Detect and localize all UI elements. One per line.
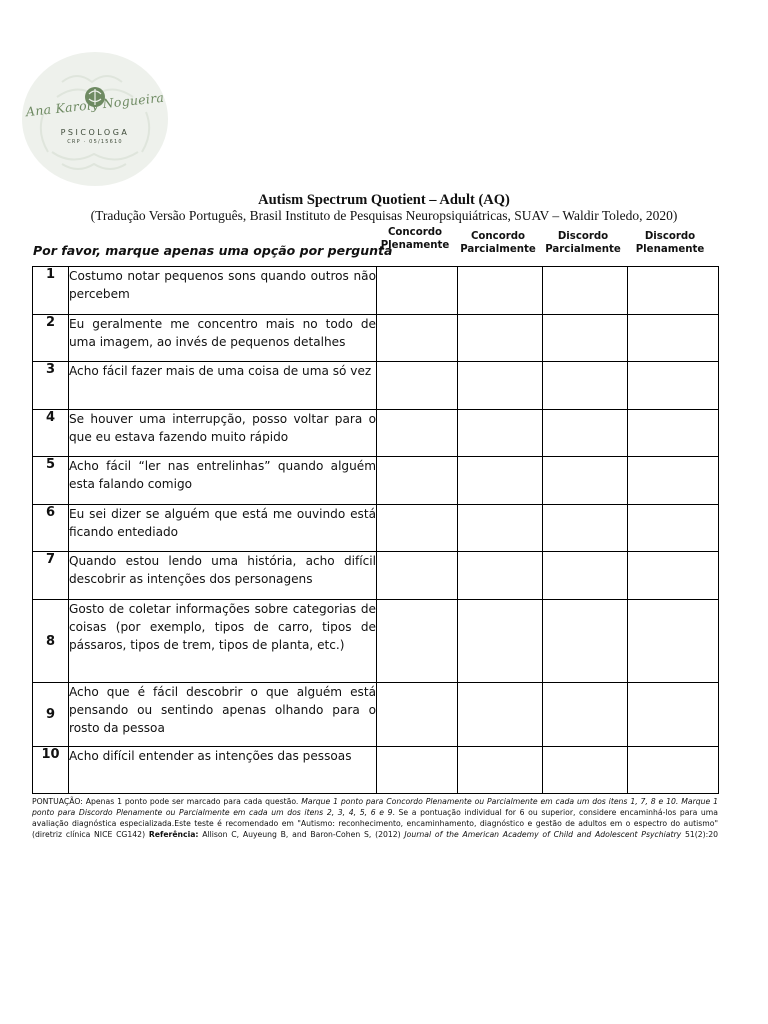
answer-cell-discordo-plenamente[interactable] xyxy=(628,552,719,600)
question-row xyxy=(33,600,719,683)
question-number: 3 xyxy=(33,362,69,410)
answer-cell-concordo-plenamente[interactable] xyxy=(377,747,458,794)
psychologist-logo xyxy=(22,52,168,186)
leaf-ornament-icon xyxy=(22,52,168,186)
answer-cell-concordo-parcialmente[interactable] xyxy=(458,505,543,552)
answer-cell-discordo-plenamente[interactable] xyxy=(628,747,719,794)
answer-cell-discordo-parcialmente[interactable] xyxy=(543,600,628,683)
answer-cell-concordo-plenamente[interactable] xyxy=(377,267,458,315)
document-title: Autism Spectrum Quotient – Adult (AQ) xyxy=(258,192,510,208)
question-text: Gosto de coletar informações sobre categorias de coisas (por exemplo, tipos de carro, tipos de pássaros, tipos de trem, tipos de planta, etc.) xyxy=(69,600,377,683)
question-row xyxy=(33,505,719,552)
answer-cell-discordo-parcialmente[interactable] xyxy=(543,747,628,794)
scoring-recommendation: . Se a pontuação individual for 6 ou superior, considere encaminhá-los para uma avaliação diagnóstica especializada.Este teste é recomendado em "Autismo: reconhecimento, encaminhamento, diagnóstico e gestão de adultos em o espectro do autismo" (diretriz clínica NICE CG142) xyxy=(32,808,718,839)
column-header-line2: Plenamente xyxy=(380,240,450,251)
answer-cell-discordo-plenamente[interactable] xyxy=(628,362,719,410)
question-row xyxy=(33,457,719,505)
answer-cell-concordo-parcialmente[interactable] xyxy=(458,362,543,410)
answer-cell-discordo-plenamente[interactable] xyxy=(628,683,719,747)
question-text: Eu geralmente me concentro mais no todo de uma imagem, ao invés de pequenos detalhes xyxy=(69,315,377,362)
answer-cell-concordo-parcialmente[interactable] xyxy=(458,457,543,505)
answer-cell-concordo-plenamente[interactable] xyxy=(377,315,458,362)
document-subtitle: (Tradução Versão Português, Brasil Instituto de Pesquisas Neuropsiquiátricas, SUAV – Waldir Toledo, 2020) xyxy=(90,208,678,223)
question-text: Acho fácil “ler nas entrelinhas” quando alguém esta falando comigo xyxy=(69,457,377,505)
question-row xyxy=(33,552,719,600)
column-header-line2: Parcialmente xyxy=(545,244,621,255)
column-header-line1: Concordo xyxy=(387,227,443,238)
question-number: 4 xyxy=(33,410,69,457)
question-row xyxy=(33,410,719,457)
question-row xyxy=(33,267,719,315)
answer-cell-concordo-plenamente[interactable] xyxy=(377,552,458,600)
answer-cell-discordo-parcialmente[interactable] xyxy=(543,410,628,457)
question-text: Eu sei dizer se alguém que está me ouvindo está ficando entediado xyxy=(69,505,377,552)
questionnaire-table xyxy=(32,266,719,794)
column-header-concordo-plenamente xyxy=(376,226,454,252)
reference-volume: 51(2):20 xyxy=(681,830,718,839)
column-header-concordo-parcialmente xyxy=(457,230,539,256)
question-row xyxy=(33,315,719,362)
question-row xyxy=(33,747,719,794)
answer-cell-concordo-plenamente[interactable] xyxy=(377,410,458,457)
answer-cell-concordo-parcialmente[interactable] xyxy=(458,683,543,747)
scoring-intro: PONTUAÇÃO: Apenas 1 ponto pode ser marcado para cada questão. xyxy=(32,797,302,806)
question-row xyxy=(33,683,719,747)
answer-cell-concordo-parcialmente[interactable] xyxy=(458,552,543,600)
answer-cell-discordo-plenamente[interactable] xyxy=(628,410,719,457)
column-header-line1: Concordo xyxy=(470,231,526,242)
column-header-line1: Discordo xyxy=(644,231,696,242)
reference-label: Referência: xyxy=(148,830,199,839)
question-text: Acho que é fácil descobrir o que alguém está pensando ou sentindo apenas olhando para o rosto da pessoa xyxy=(69,683,377,747)
answer-cell-concordo-plenamente[interactable] xyxy=(377,683,458,747)
logo-profession: PSICOLOGA xyxy=(60,128,130,137)
question-row xyxy=(33,362,719,410)
instruction-text: Por favor, marque apenas uma opção por pergunta xyxy=(33,243,393,258)
answer-cell-concordo-plenamente[interactable] xyxy=(377,600,458,683)
answer-cell-discordo-plenamente[interactable] xyxy=(628,267,719,315)
answer-cell-discordo-parcialmente[interactable] xyxy=(543,362,628,410)
answer-cell-concordo-parcialmente[interactable] xyxy=(458,747,543,794)
question-number: 5 xyxy=(33,457,69,505)
answer-cell-concordo-parcialmente[interactable] xyxy=(458,410,543,457)
reference-journal: Journal of the American Academy of Child and Adolescent Psychiatry xyxy=(404,830,682,839)
scoring-footnote xyxy=(32,796,718,840)
answer-cell-concordo-parcialmente[interactable] xyxy=(458,600,543,683)
question-number: 2 xyxy=(33,315,69,362)
answer-cell-discordo-parcialmente[interactable] xyxy=(543,267,628,315)
answer-cell-discordo-plenamente[interactable] xyxy=(628,315,719,362)
question-number: 10 xyxy=(33,747,69,794)
scoring-rules: Marque 1 ponto para Concordo Plenamente ou Parcialmente em cada um dos itens 1, 7, 8 e 10. Marque 1 ponto para Discordo Plenamente ou Parcialmente em cada um dos itens 2, 3, 4, 5, 6 e 9 xyxy=(32,797,718,817)
answer-cell-concordo-plenamente[interactable] xyxy=(377,362,458,410)
answer-cell-discordo-parcialmente[interactable] xyxy=(543,683,628,747)
column-header-line2: Plenamente xyxy=(635,244,705,255)
question-text: Se houver uma interrupção, posso voltar para o que eu estava fazendo muito rápido xyxy=(69,410,377,457)
question-number: 6 xyxy=(33,505,69,552)
answer-cell-discordo-parcialmente[interactable] xyxy=(543,315,628,362)
answer-cell-discordo-parcialmente[interactable] xyxy=(543,552,628,600)
question-text: Quando estou lendo uma história, acho difícil descobrir as intenções dos personagens xyxy=(69,552,377,600)
question-number: 1 xyxy=(33,267,69,315)
answer-cell-discordo-plenamente[interactable] xyxy=(628,600,719,683)
column-header-discordo-parcialmente xyxy=(542,230,624,256)
question-number: 7 xyxy=(33,552,69,600)
answer-cell-discordo-plenamente[interactable] xyxy=(628,505,719,552)
column-header-line2: Parcialmente xyxy=(460,244,536,255)
answer-cell-discordo-parcialmente[interactable] xyxy=(543,505,628,552)
question-text: Acho difícil entender as intenções das pessoas xyxy=(69,747,377,794)
answer-cell-concordo-parcialmente[interactable] xyxy=(458,267,543,315)
logo-name: Ana Karoly Nogueira xyxy=(25,89,165,120)
logo-registration: CRP · 05/15610 xyxy=(67,139,123,145)
question-number: 9 xyxy=(33,683,69,747)
column-header-discordo-plenamente xyxy=(628,230,712,256)
answer-cell-discordo-plenamente[interactable] xyxy=(628,457,719,505)
question-text: Costumo notar pequenos sons quando outros não percebem xyxy=(69,267,377,315)
answer-cell-concordo-plenamente[interactable] xyxy=(377,505,458,552)
answer-cell-concordo-plenamente[interactable] xyxy=(377,457,458,505)
column-header-line1: Discordo xyxy=(557,231,609,242)
answer-cell-discordo-parcialmente[interactable] xyxy=(543,457,628,505)
question-number: 8 xyxy=(33,600,69,683)
answer-cell-concordo-parcialmente[interactable] xyxy=(458,315,543,362)
question-text: Acho fácil fazer mais de uma coisa de uma só vez xyxy=(69,362,377,410)
reference-authors: Allison C, Auyeung B, and Baron-Cohen S, (2012) xyxy=(198,830,405,839)
